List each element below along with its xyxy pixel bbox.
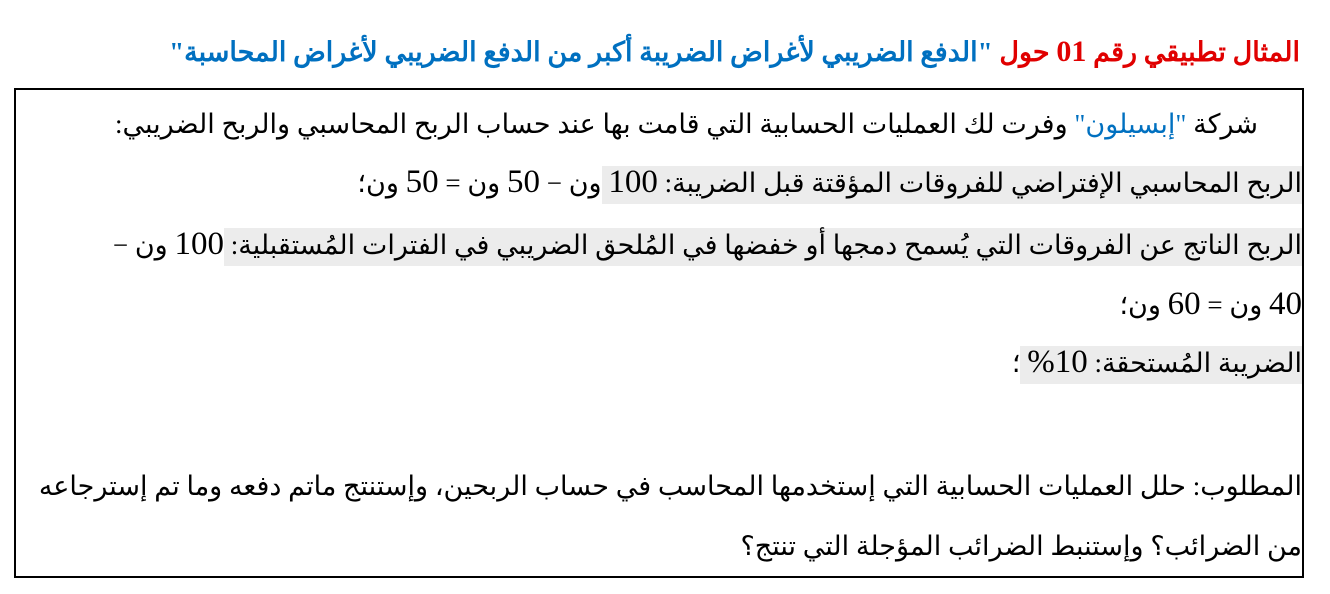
intro-after-company: وفرت لك العمليات الحسابية التي قامت بها عند حساب الربح المحاسبي والربح الضريبي: [115,109,1068,139]
tax-profit-value-b: 40 [1269,286,1302,322]
tax-profit-line-continued [1119,282,1302,327]
data-box [14,88,1304,390]
accounting-profit-unit-a: ون − [546,168,602,198]
requirement-line-1: المطلوب: حلل العمليات الحسابية التي إستخدمها المحاسب في حساب الربحين، وإستنتج ماتم دفعه وما تم إسترجاعه [38,471,1302,501]
accounting-profit-value-c: 50 [405,164,439,200]
title-topic: "الدفع الضريبي لأغراض الضريبة أكبر من الدفع الضريبي لأغراض المحاسبة" [169,37,993,67]
tax-due-label: الضريبة المُستحقة: [1094,348,1302,378]
company-name: "إبسيلون" [1074,109,1187,139]
tax-due-value: 10% [1027,344,1088,380]
tax-profit-label: الربح الناتج عن الفروقات التي يُسمح دمجها أو خفضها في المُلحق الضريبي في الفترات المُستقبلية: [230,230,1302,260]
title-prefix: المثال تطبيقي رقم [1093,37,1300,67]
requirement-line-2: من الضرائب؟ وإستنبط الضرائب المؤجلة التي تنتج؟ [740,531,1302,561]
tax-profit-line [113,222,1302,267]
tax-profit-unit-a: ون − [112,230,168,260]
accounting-profit-line [357,160,1302,205]
accounting-profit-label: الربح المحاسبي الإفتراضي للفروقات المؤقتة قبل الضريبة: [664,168,1302,198]
title-number: 01 [1056,35,1087,68]
tax-profit-unit-c: ون؛ [1119,290,1161,320]
accounting-profit-value-b: 50 [506,164,540,200]
tax-profit-value-c: 60 [1167,286,1201,322]
requirement-box [14,390,1304,578]
intro-before-company: شركة [1193,109,1258,139]
tax-profit-unit-b: ون = [1207,290,1263,320]
title-middle: حول [999,37,1050,67]
intro-paragraph [115,102,1258,146]
accounting-profit-unit-b: ون = [445,168,501,198]
tax-due-end: ؛ [1011,348,1021,378]
page-title [10,30,1300,74]
accounting-profit-unit-c: ون؛ [357,168,399,198]
accounting-profit-value-a: 100 [608,164,658,200]
tax-due-line [1012,340,1302,385]
tax-profit-value-a: 100 [174,226,224,262]
